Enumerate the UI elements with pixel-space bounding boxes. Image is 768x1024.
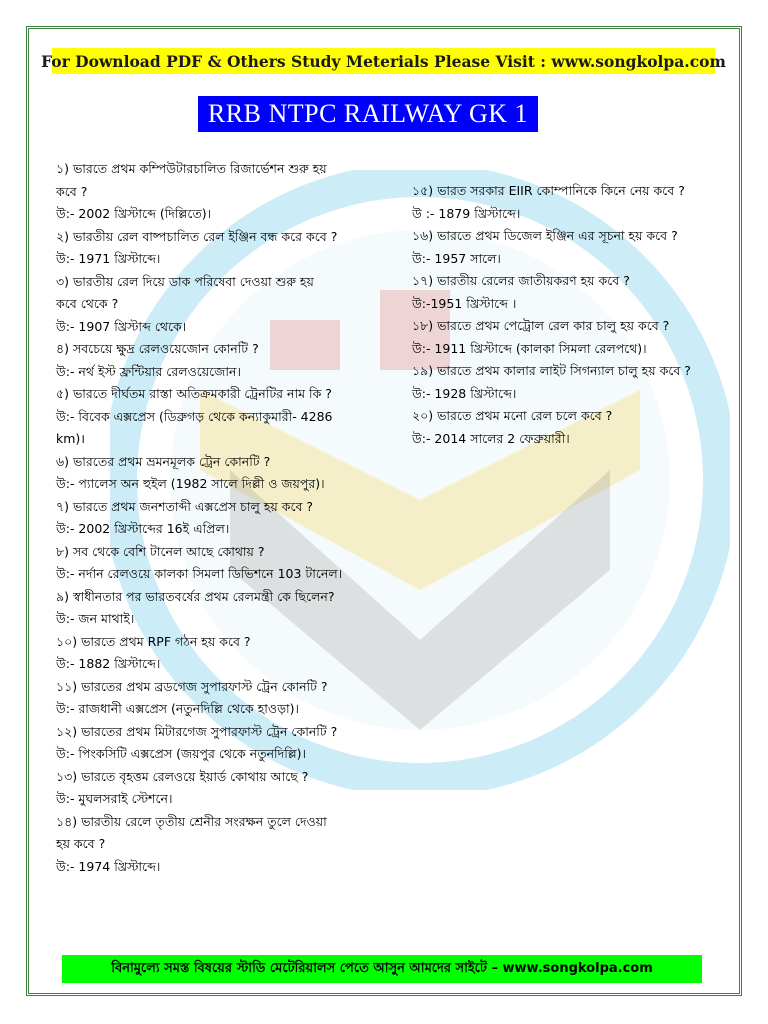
qa-line: ১৬) ভারতে প্রথম ডিজেল ইঞ্জিন এর সূচনা হয় কবে ? [412,228,678,243]
qa-line: ১৪) ভারতীয় রেলে তৃতীয় শ্রেনীর সংরক্ষন তুলে দেওয়া [56,813,327,829]
question-list-right [412,180,732,450]
qa-line: হয় কবে ? [56,836,106,851]
qa-line: ৩) ভারতীয় রেল দিয়ে ডাক পরিষেবা দেওয়া শুরু হয় [56,273,314,289]
qa-line: ২) ভারতীয় রেল বাষ্পচালিত রেল ইঞ্জিন বন্ধ করে কবে ? [56,228,338,244]
qa-line: ৭) ভারতে প্রথম জনশতাব্দী এক্সপ্রেস চালু হয় কবে ? [56,498,314,514]
qa-line: ৫) ভারতে দীর্ঘতম রাস্তা অতিক্রমকারী ট্রেনটির নাম কি ? [56,386,332,401]
qa-line: ১৮) ভারতে প্রথম পেট্রোল রেল কার চালু হয় কবে ? [412,318,670,333]
download-banner: For Download PDF & Others Study Meterials Please Visit : www.songkolpa.com [52,48,715,74]
qa-line: উ:- 1882 খ্রিস্টাব্দে। [56,656,161,671]
qa-line: উ:- 2002 খ্রিস্টাব্দে (দিল্লিতে)। [56,206,212,221]
qa-line: ১৭) ভারতীয় রেলের জাতীয়করণ হয় কবে ? [412,273,630,288]
qa-line: উ:- 1907 খ্রিস্টাব্দ থেকে। [56,318,187,334]
qa-line: উ:- প্যালেস অন হুইল (1982 সালে দিল্লী ও জয়পুর)। [56,476,325,491]
qa-line: ৬) ভারতের প্রথম ভ্রমনমূলক ট্রেন কোনটি ? [56,453,271,469]
qa-line: ১) ভারতে প্রথম কম্পিউটারচালিত রিজার্ভেশন শুরু হয় [56,161,327,176]
qa-line: উ:- রাজধানী এক্সপ্রেস (নতুনদিল্লি থেকে হাওড়া)। [56,701,299,716]
qa-line: উ:- জন মাথাই। [56,611,135,626]
qa-line: ৮) সব থেকে বেশি টানেল আছে কোথায় ? [56,543,265,559]
question-list-left [56,158,386,878]
qa-line: উ:-1951 খ্রিস্টাব্দে । [412,295,517,311]
qa-line: উ:- নর্দান রেলওয়ে কালকা সিমলা ডিভিশনে 103 টানেল। [56,566,343,581]
qa-line: উ:- 1911 খ্রিস্টাব্দে (কালকা সিমলা রেলপথে)। [412,340,647,356]
qa-line: উ:- মুঘলসরাই স্টেশনে। [56,791,173,806]
qa-line: ১২) ভারতের প্রথম মিটারগেজ সুপারফাস্ট ট্রেন কোনটি ? [56,723,338,739]
qa-line: কবে থেকে ? [56,296,119,311]
qa-line: ১১) ভারতের প্রথম ব্রডগেজ সুপারফাস্ট ট্রেন কোনটি ? [56,678,328,694]
qa-line: উ :- 1879 খ্রিস্টাব্দে। [412,205,521,221]
qa-line: km)। [56,431,86,446]
qa-line: উ:- 2002 খ্রিস্টাব্দের 16ই এপ্রিল। [56,521,230,536]
qa-line: ১৯) ভারতে প্রথম কালার লাইট সিগন্যাল চালু হয় কবে ? [412,363,691,378]
qa-line: ৯) স্বাধীনতার পর ভারতবর্ষের প্রথম রেলমন্ত্রী কে ছিলেন? [56,588,335,604]
footer-banner: বিনামুল্যে সমস্ত বিষয়ের স্টাডি মেটেরিয়ালস পেতে আসুন আমদের সাইটে – www.songkolpa.com [62,955,702,983]
qa-line: উ:- 1928 খ্রিস্টাব্দে। [412,385,517,401]
qa-line: উ:- পিংকসিটি এক্সপ্রেস (জয়পুর থেকে নতুনদিল্লি)। [56,746,307,761]
qa-line: ১৩) ভারতে বৃহত্তম রেলওয়ে ইয়ার্ড কোথায় আছে ? [56,768,309,784]
qa-line: উ:- 1971 খ্রিস্টাব্দে। [56,251,161,266]
qa-line: ৪) সবচেয়ে ক্ষুদ্র রেলওয়েজোন কোনটি ? [56,341,259,356]
qa-line: উ:- 1957 সালে। [412,250,501,266]
qa-line: কবে ? [56,183,88,199]
qa-line: উ:- বিবেক এক্সপ্রেস (ডিব্রুগড় থেকে কন্যাকুমারী- 4286 [56,408,333,424]
qa-line: ১৫) ভারত সরকার EIIR কোম্পানিকে কিনে নেয় কবে ? [412,183,685,198]
qa-line: ১০) ভারতে প্রথম RPF গঠন হয় কবে ? [56,633,251,649]
page-title: RRB NTPC RAILWAY GK 1 [198,96,538,132]
qa-line: উ:- 2014 সালের 2 ফেব্রুয়ারী। [412,430,570,446]
qa-line: উ:- 1974 খ্রিস্টাব্দে। [56,858,161,874]
qa-line: ২০) ভারতে প্রথম মনো রেল চলে কবে ? [412,408,613,423]
qa-line: উ:- নর্থ ইস্ট ফ্রন্টিয়ার রেলওয়েজোন। [56,363,241,379]
